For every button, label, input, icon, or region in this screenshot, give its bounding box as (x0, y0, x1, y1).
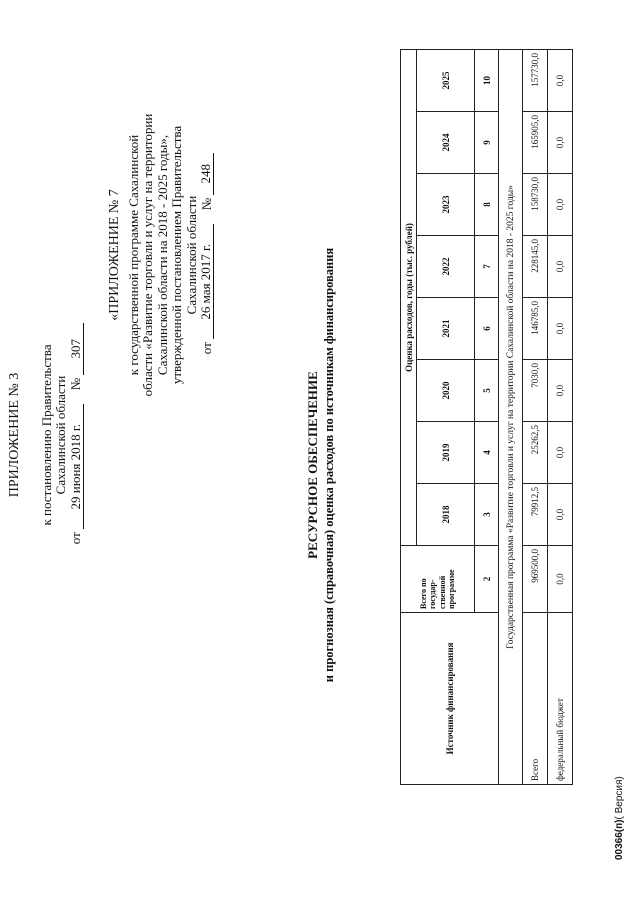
table-cell: 0,0 (548, 236, 573, 298)
table-cell: 165905,0 (523, 112, 548, 174)
table-cell: 0,0 (548, 174, 573, 236)
table-row (548, 49, 573, 784)
appendix-7-header (108, 105, 214, 405)
appendix-7-number: 248 (199, 153, 214, 195)
table-cell: 0,0 (548, 298, 573, 360)
appendix-3-line: Сахалинской области (53, 375, 68, 495)
appendix-7-line: утвержденной постановлением Правительства (169, 125, 184, 385)
column-number: 8 (475, 174, 499, 236)
source-header: Источник финансирования (401, 613, 499, 785)
financing-table (400, 49, 573, 785)
table-cell: 157730,0 (523, 49, 548, 111)
table-row (523, 49, 548, 784)
from-label: от (198, 342, 214, 355)
row-label: федеральный бюджет (548, 613, 573, 785)
appendix-7-line: к государственной программе Сахалинской (125, 134, 141, 376)
table-cell: 0,0 (548, 112, 573, 174)
row-label: Всего (523, 613, 548, 785)
table-cell: 0,0 (548, 484, 573, 546)
footer-version: ( Версия) (614, 776, 625, 820)
appendix-7-title: «ПРИЛОЖЕНИЕ № 7 (107, 189, 122, 321)
year-header: 2023 (417, 174, 475, 236)
number-label: № (68, 377, 83, 391)
table-cell: 969500,0 (523, 546, 548, 613)
year-header: 2022 (417, 236, 475, 298)
from-label: от (68, 532, 83, 545)
table-cell: 0,0 (548, 49, 573, 111)
table-cell: 228145,0 (523, 236, 548, 298)
document-title-line1: РЕСУРСНОЕ ОБЕСПЕЧЕНИЕ (305, 371, 320, 559)
table-cell: 0,0 (548, 360, 573, 422)
appendix-3-line: к постановлению Правительства (38, 344, 54, 526)
document-title (305, 105, 337, 825)
column-number: 4 (475, 422, 499, 484)
footer-code (614, 776, 625, 860)
appendix-7-line: области «Развитие торговли и услуг на территории (140, 113, 155, 397)
table-cell: 0,0 (548, 422, 573, 484)
column-number: 6 (475, 298, 499, 360)
year-header: 2020 (417, 360, 475, 422)
appendix-3-header (8, 270, 84, 600)
table-cell: 25262,5 (523, 422, 548, 484)
estimate-header: Оценка расходов, годы (тыс. рублей) (401, 49, 417, 545)
table-cell: 0,0 (548, 546, 573, 613)
appendix-3-number: 307 (69, 323, 84, 375)
column-number: 3 (475, 484, 499, 546)
column-number: 2 (475, 546, 499, 613)
year-header: 2021 (417, 298, 475, 360)
appendix-3-title: ПРИЛОЖЕНИЕ № 3 (7, 372, 22, 498)
year-header: 2018 (417, 484, 475, 546)
appendix-7-line: Сахалинской области (183, 195, 199, 315)
table-cell: 79912,5 (523, 484, 548, 546)
footer-code-number: 00366(п) (614, 819, 625, 860)
column-number: 9 (475, 112, 499, 174)
year-header: 2024 (417, 112, 475, 174)
program-row: Государственная программа «Развитие торговли и услуг на территории Сахалинской области на 2018 - 2025 годы» (499, 49, 523, 784)
column-number: 7 (475, 236, 499, 298)
appendix-7-line: Сахалинской области на 2018 - 2025 годы», (154, 134, 170, 376)
document-title-line2: и прогнозная (справочная) оценка расходов по источникам финансирования (322, 247, 336, 683)
appendix-7-date: 26 мая 2017 г. (199, 224, 214, 339)
appendix-3-date: 29 июня 2018 г. (69, 404, 84, 529)
table-cell: 146785,0 (523, 298, 548, 360)
table-cell: 7030,0 (523, 360, 548, 422)
year-header: 2025 (417, 49, 475, 111)
column-number: 5 (475, 360, 499, 422)
table-cell: 158730,0 (523, 174, 548, 236)
year-header: 2019 (417, 422, 475, 484)
number-label: № (198, 197, 214, 211)
total-header: Всего по государ-ственной программе (401, 546, 475, 613)
column-number: 10 (475, 49, 499, 111)
